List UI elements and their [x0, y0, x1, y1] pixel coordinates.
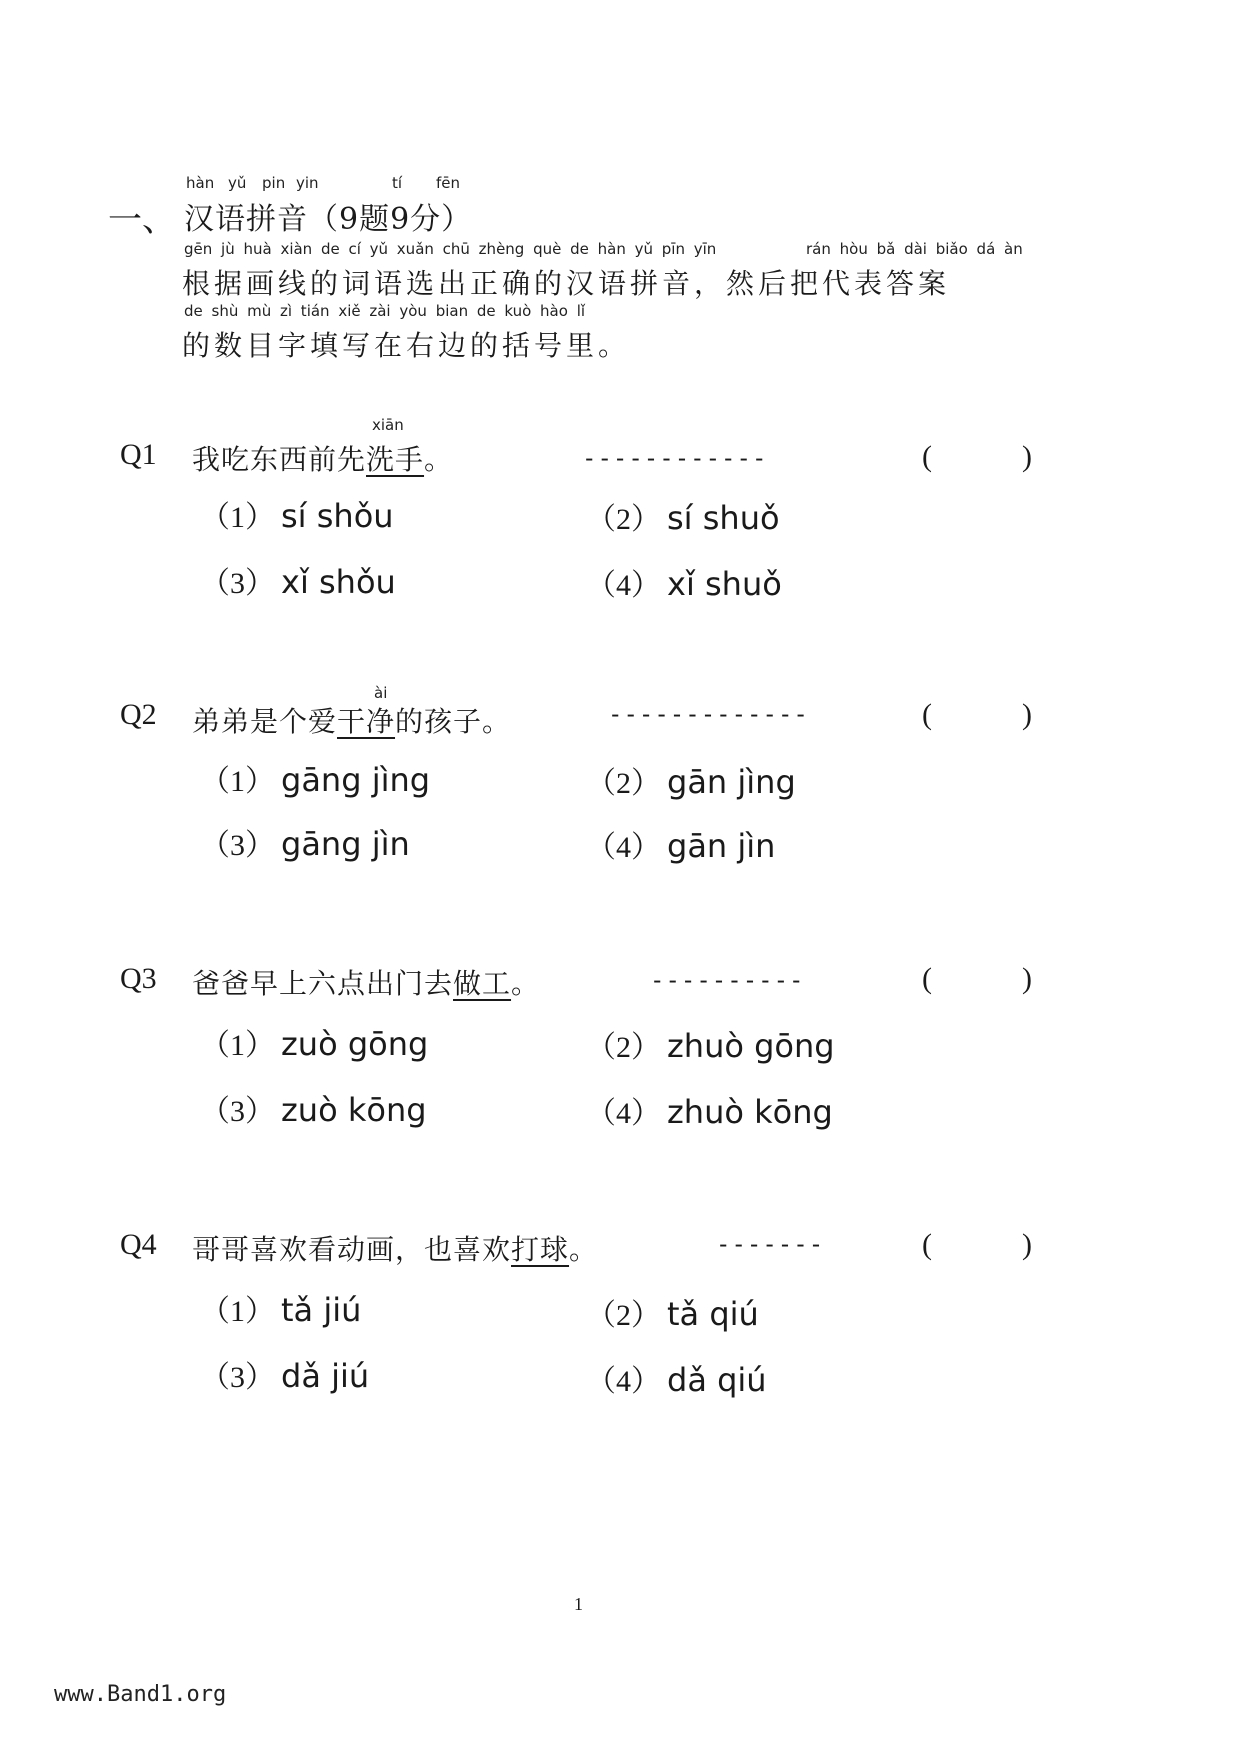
q2-label: Q2: [120, 698, 157, 731]
q3-option-1[interactable]: [200, 1020, 428, 1064]
option-pinyin: gāng jìng: [281, 761, 431, 799]
q1-option-2[interactable]: [586, 494, 780, 538]
option-number: （4）: [586, 569, 661, 602]
q4-option-3[interactable]: [200, 1352, 369, 1396]
option-pinyin: zuò kōng: [281, 1091, 427, 1129]
section-number: 一、: [108, 200, 176, 240]
q4-sentence-pre: 哥哥喜欢看动画，也喜欢: [192, 1233, 512, 1266]
q3-label: Q3: [120, 962, 157, 995]
option-pinyin: sí shuǒ: [667, 499, 780, 537]
q2-close-paren: ): [1022, 698, 1032, 731]
q4-option-1[interactable]: [200, 1286, 361, 1330]
q2-sentence-pre: 弟弟是个爱: [192, 705, 338, 738]
pinyin-yu: yǔ: [228, 174, 247, 192]
option-pinyin: dǎ jiú: [281, 1357, 370, 1395]
q4-underlined-word: 打球: [511, 1233, 570, 1266]
option-number: （3）: [200, 1361, 275, 1394]
pinyin-yin: yin: [296, 174, 319, 192]
option-pinyin: gāng jìn: [281, 825, 410, 863]
option-number: （2）: [586, 767, 661, 800]
q4-option-2[interactable]: [586, 1290, 759, 1334]
option-pinyin: zuò gōng: [281, 1025, 429, 1063]
instruction-line2: 的数目字填写在右边的括号里。: [182, 329, 631, 362]
section-title: 汉语拼音: [184, 202, 308, 237]
pinyin-han: hàn: [186, 174, 215, 192]
q3-sentence-post: 。: [511, 967, 541, 1000]
section-score: （9题9分）: [308, 202, 473, 237]
q2-answer-line: -------------: [608, 700, 809, 728]
q1-close-paren: ): [1022, 440, 1032, 473]
option-pinyin: dǎ qiú: [667, 1361, 767, 1399]
q4-open-paren: (: [922, 1228, 932, 1261]
q1-annotation: xiān: [372, 416, 404, 434]
option-pinyin: tǎ jiú: [281, 1291, 362, 1329]
section-heading: [184, 194, 472, 238]
q4-sentence: [192, 1228, 598, 1268]
option-pinyin: tǎ qiú: [667, 1295, 759, 1333]
q4-close-paren: ): [1022, 1228, 1032, 1261]
q3-option-2[interactable]: [586, 1022, 835, 1066]
option-number: （1）: [200, 1029, 275, 1062]
option-pinyin: xǐ shǒu: [281, 563, 396, 601]
page-number: 1: [574, 1594, 583, 1614]
q2-sentence: [192, 700, 511, 740]
q2-annotation: ài: [374, 684, 388, 702]
q1-sentence: [192, 438, 453, 478]
option-number: （1）: [200, 501, 275, 534]
option-number: （1）: [200, 1295, 275, 1328]
q1-label: Q1: [120, 438, 157, 471]
option-pinyin: gān jìng: [667, 763, 796, 801]
instruction-line1-pinyin-b: rán hòu bǎ dài biǎo dá àn: [806, 240, 1023, 258]
option-number: （2）: [586, 1299, 661, 1332]
q2-underlined-word: 干净: [337, 705, 396, 738]
q4-label: Q4: [120, 1228, 157, 1261]
q3-answer-line: ----------: [650, 966, 805, 994]
option-number: （3）: [200, 1095, 275, 1128]
q2-option-4[interactable]: [586, 822, 775, 866]
q3-open-paren: (: [922, 962, 932, 995]
option-number: （4）: [586, 831, 661, 864]
q2-open-paren: (: [922, 698, 932, 731]
q4-option-4[interactable]: [586, 1356, 767, 1400]
option-number: （3）: [200, 567, 275, 600]
option-number: （4）: [586, 1097, 661, 1130]
footer-url[interactable]: www.Band1.org: [54, 1682, 227, 1707]
q1-underlined-word: 洗手: [366, 443, 425, 476]
q1-sentence-pre: 我吃东西前先: [192, 443, 367, 476]
q3-underlined-word: 做工: [453, 967, 512, 1000]
option-pinyin: gān jìn: [667, 827, 776, 865]
q3-option-4[interactable]: [586, 1088, 833, 1132]
q3-sentence-pre: 爸爸早上六点出门去: [192, 967, 454, 1000]
pinyin-pin: pin: [262, 174, 286, 192]
pinyin-fen: fēn: [436, 174, 461, 192]
q2-sentence-post: 的孩子。: [395, 705, 512, 738]
q2-option-3[interactable]: [200, 820, 410, 864]
q3-option-3[interactable]: [200, 1086, 427, 1130]
q1-answer-line: ------------: [582, 444, 768, 472]
instruction-line2-pinyin: de shù mù zì tián xiě zài yòu bian de kuò hào lǐ: [184, 302, 586, 320]
option-number: （2）: [586, 1031, 661, 1064]
q3-sentence: [192, 962, 540, 1002]
q1-option-1[interactable]: [200, 492, 394, 536]
option-number: （1）: [200, 765, 275, 798]
option-pinyin: sí shǒu: [281, 497, 394, 535]
pinyin-ti: tí: [392, 174, 403, 192]
option-number: （2）: [586, 503, 661, 536]
q3-close-paren: ): [1022, 962, 1032, 995]
q4-sentence-post: 。: [569, 1233, 599, 1266]
q2-option-2[interactable]: [586, 758, 796, 802]
instruction-line1: 根据画线的词语选出正确的汉语拼音，然后把代表答案: [182, 267, 951, 300]
option-pinyin: zhuò kōng: [667, 1093, 833, 1131]
option-number: （4）: [586, 1365, 661, 1398]
q1-sentence-post: 。: [424, 443, 454, 476]
option-number: （3）: [200, 829, 275, 862]
q1-open-paren: (: [922, 440, 932, 473]
q1-option-4[interactable]: [586, 560, 782, 604]
option-pinyin: xǐ shuǒ: [667, 565, 782, 603]
option-pinyin: zhuò gōng: [667, 1027, 835, 1065]
q4-answer-line: -------: [716, 1230, 825, 1258]
instruction-line1-pinyin-a: gēn jù huà xiàn de cí yǔ xuǎn chū zhèng què de hàn yǔ pīn yīn: [184, 240, 717, 258]
q1-option-3[interactable]: [200, 558, 396, 602]
q2-option-1[interactable]: [200, 756, 430, 800]
